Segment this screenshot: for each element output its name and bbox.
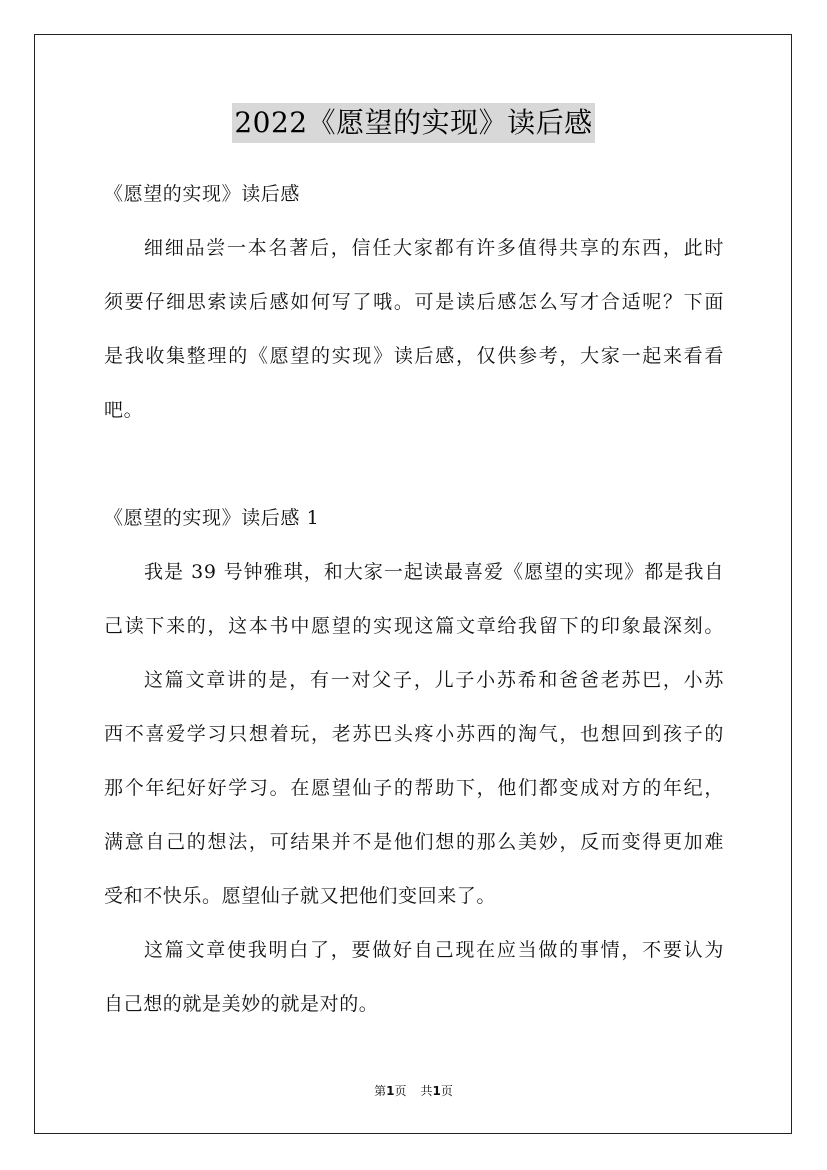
footer-page-prefix: 第 [374, 1084, 387, 1098]
intro-line-2: 须要仔细思索读后感如何写了哦。可是读后感怎么写才合适呢？下面 [104, 291, 724, 313]
paragraph2-line-4: 满意自己的想法，可结果并不是他们想的那么美妙，反而变得更加难 [104, 831, 724, 853]
paragraph2-line-5: 受和不快乐。愿望仙子就又把他们变回来了。 [104, 885, 497, 907]
intro-line-1: 细细品尝一本名著后，信任大家都有许多值得共享的东西，此时 [144, 237, 724, 259]
paragraph1-line-1: 我是 39 号钟雅琪，和大家一起读最喜爱《愿望的实现》都是我自 [144, 561, 724, 583]
section-heading: 《愿望的实现》读后感 1 [104, 507, 320, 529]
paragraph2-line-1: 这篇文章讲的是，有一对父子，儿子小苏希和爸爸老苏巴，小苏 [144, 669, 724, 691]
paragraph2-line-3: 那个年纪好好学习。在愿望仙子的帮助下，他们都变成对方的年纪， [104, 777, 724, 799]
footer-total-prefix: 共 [420, 1084, 433, 1098]
intro-line-3: 是我收集整理的《愿望的实现》读后感，仅供参考，大家一起来看看 [104, 345, 724, 367]
intro-line-4: 吧。 [104, 399, 144, 421]
document-title [0, 103, 827, 143]
paragraph2-line-2: 西不喜爱学习只想着玩，老苏巴头疼小苏西的淘气，也想回到孩子的 [104, 723, 724, 745]
document-subtitle: 《愿望的实现》读后感 [104, 183, 301, 205]
page-footer [0, 1083, 827, 1099]
footer-total-pages: 1 [432, 1084, 441, 1098]
document-title-text: 2022《愿望的实现》读后感 [232, 103, 594, 143]
paragraph3-line-1: 这篇文章使我明白了，要做好自己现在应当做的事情，不要认为 [144, 939, 724, 961]
footer-page-number: 1 [386, 1084, 395, 1098]
paragraph1-line-2: 己读下来的，这本书中愿望的实现这篇文章给我留下的印象最深刻。 [104, 615, 724, 637]
paragraph3-line-2: 自己想的就是美妙的就是对的。 [104, 993, 379, 1015]
footer-page-suffix: 页 [394, 1084, 407, 1098]
footer-total-suffix: 页 [440, 1084, 453, 1098]
